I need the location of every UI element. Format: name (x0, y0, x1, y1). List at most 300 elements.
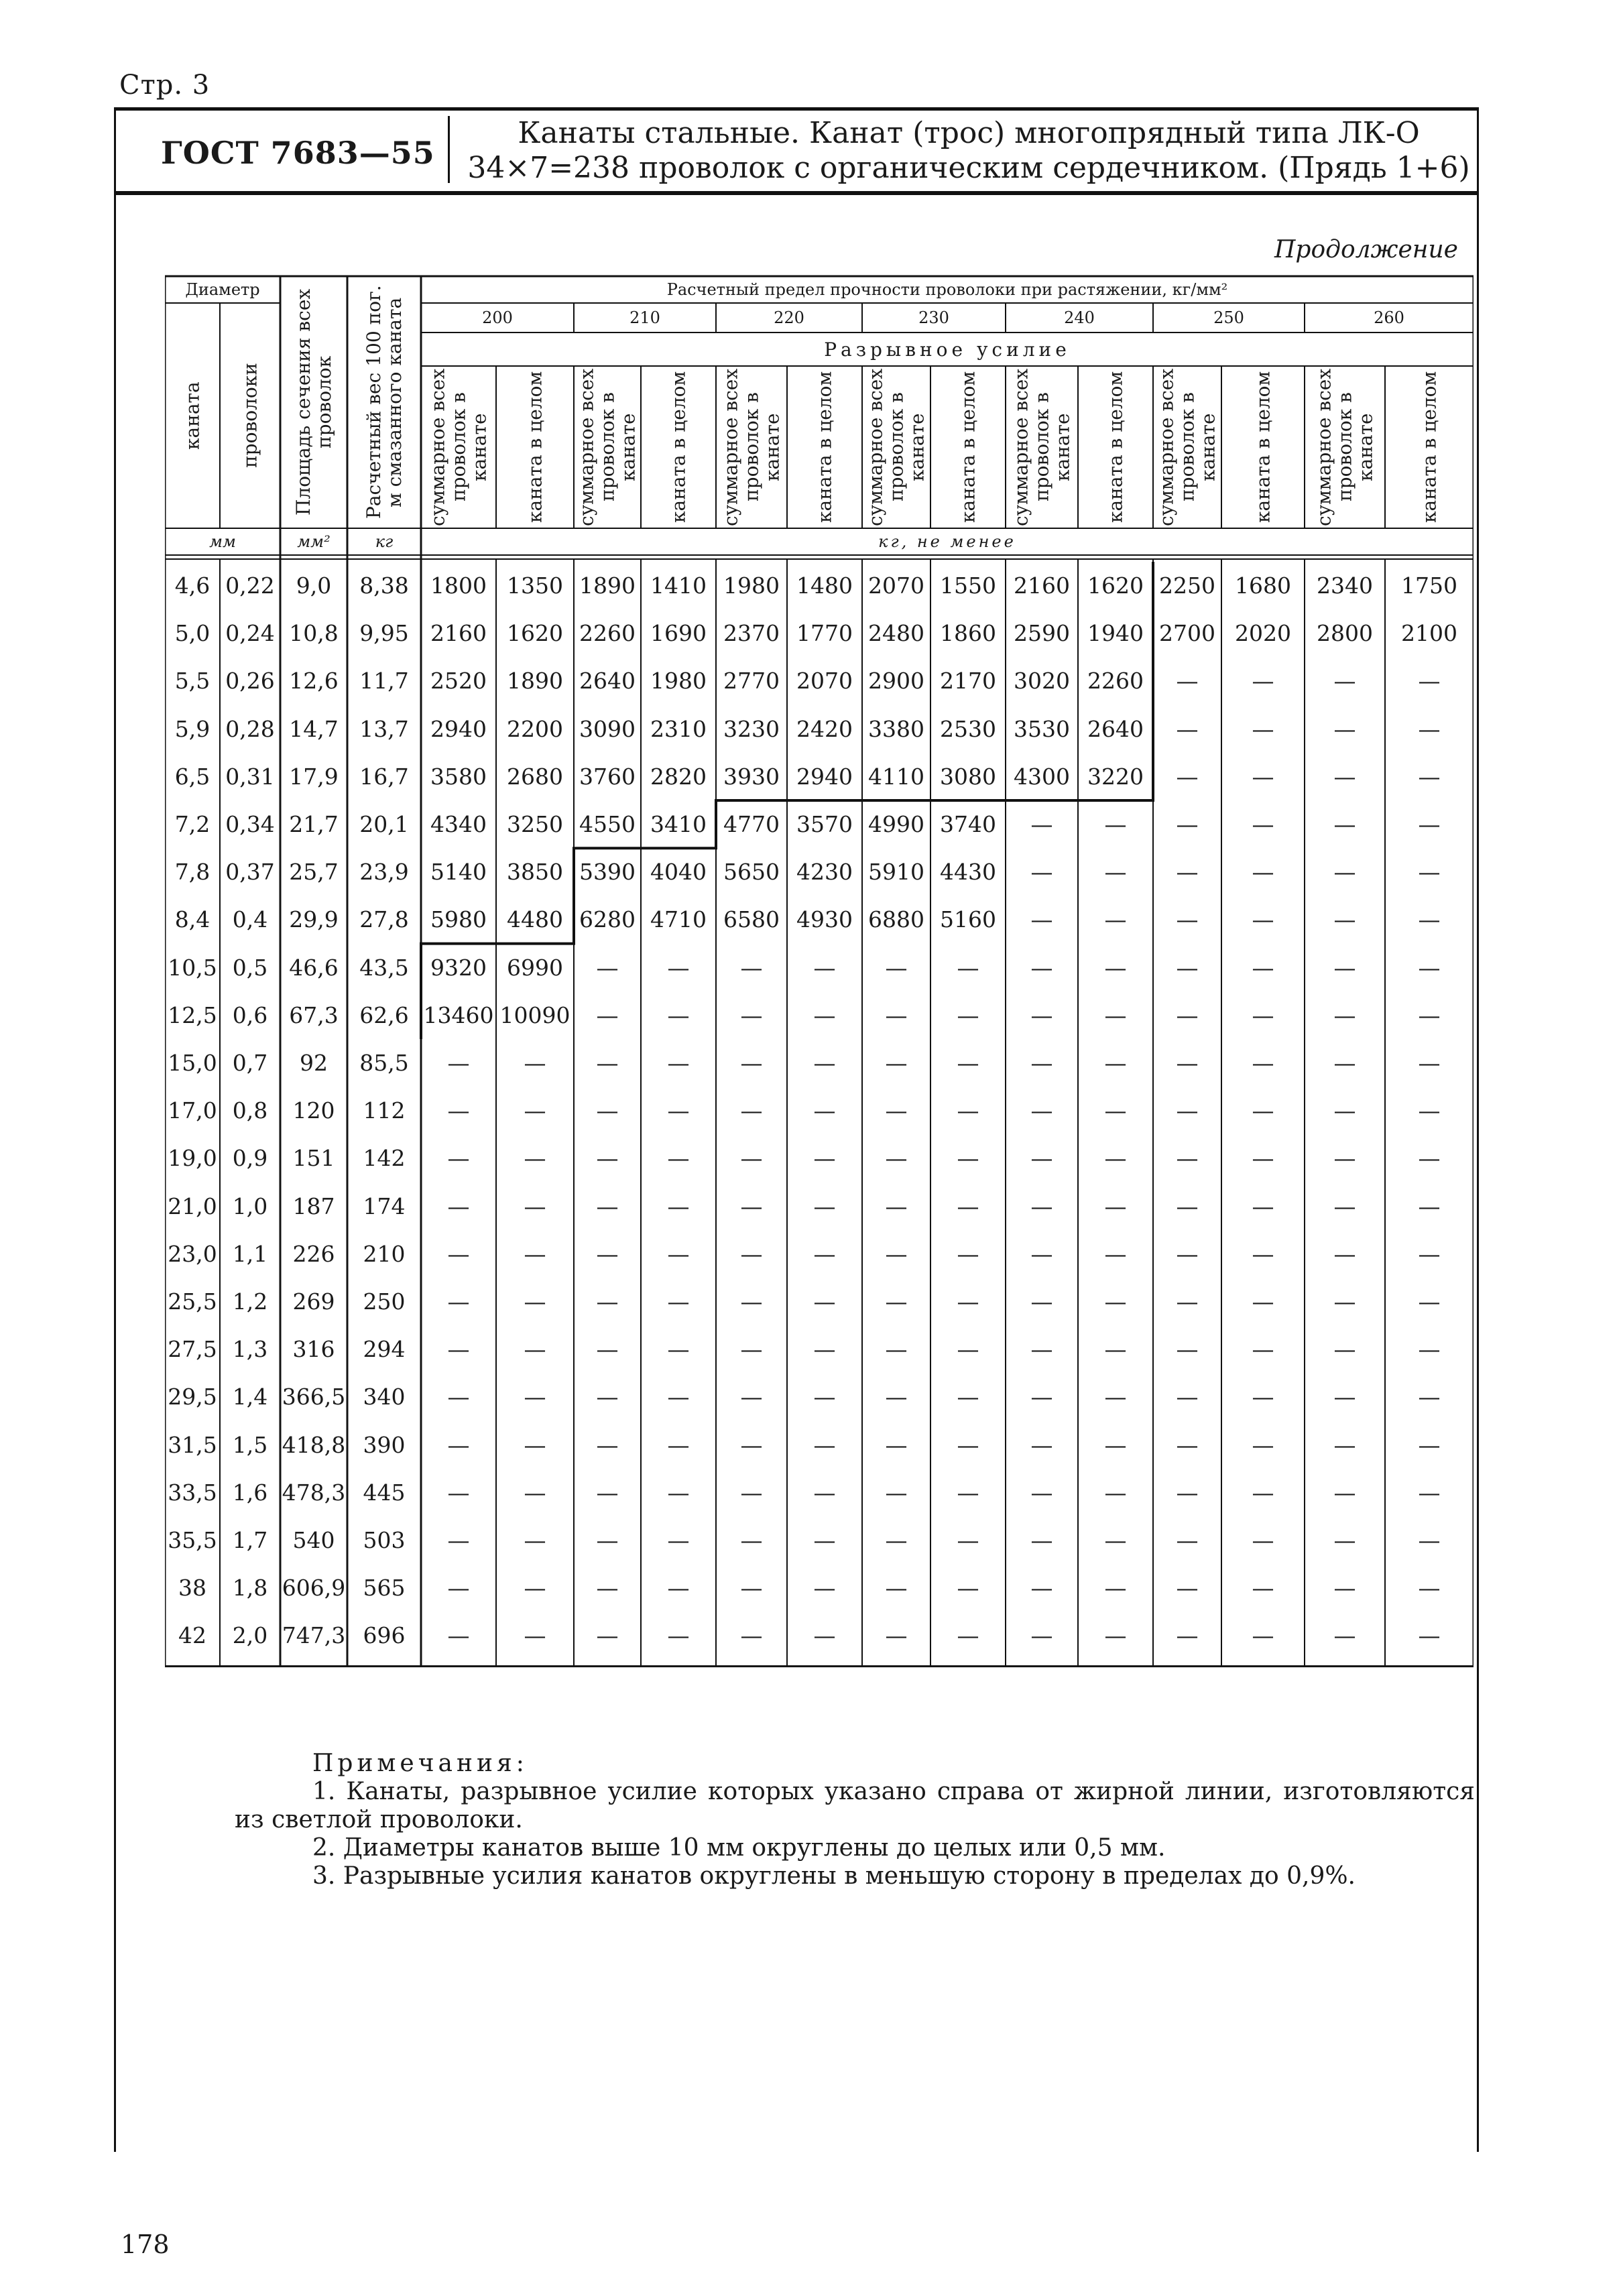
table-cell: — (885, 1622, 908, 1649)
table-cell: — (596, 1288, 619, 1315)
table-cell: — (524, 1145, 546, 1172)
header-weight: Расчетный вес 100 пог. м смазанного каната (363, 285, 406, 520)
title-line-1: Канаты стальные. Канат (трос) многопрядный типа ЛК-О (518, 116, 1420, 150)
table-cell: 187 (292, 1193, 335, 1219)
table-cell: — (1176, 715, 1199, 742)
table-cell: 2590 (1014, 620, 1070, 647)
table-cell: — (1104, 859, 1127, 886)
table-cell: — (447, 1527, 470, 1554)
title-line-2: 34×7=238 проволок с органическим сердечником. (Прядь 1+6) (467, 151, 1470, 185)
header-sum-wires: суммарное всех проволок в канате (575, 368, 640, 526)
table-cell: 747,3 (282, 1622, 346, 1649)
table-cell: — (1333, 1575, 1356, 1602)
table-cell: — (596, 1193, 619, 1219)
table-cell: — (667, 1050, 690, 1077)
table-cell: — (1252, 1240, 1274, 1267)
table-cell: — (1176, 1145, 1199, 1172)
header-sum-wires: суммарное всех проволок в канате (1313, 368, 1377, 526)
table-cell: 4990 (868, 811, 924, 838)
table-cell: — (1418, 1479, 1441, 1506)
table-cell: 0,28 (225, 715, 275, 742)
table-cell: 2940 (796, 763, 853, 790)
table-cell: — (1176, 1479, 1199, 1506)
table-cell: — (1252, 1002, 1274, 1028)
table-cell: — (1418, 1193, 1441, 1219)
table-cell: 5390 (579, 859, 636, 886)
table-cell: — (1252, 906, 1274, 933)
unit-mm2: мм² (297, 532, 330, 551)
table-cell: — (1418, 1050, 1441, 1077)
header-wire-diameter: проволоки (239, 363, 261, 469)
table-cell: — (740, 1431, 763, 1458)
unit-mm: мм (209, 532, 236, 551)
table-cell: — (1176, 954, 1199, 981)
table-cell: — (1104, 1384, 1127, 1410)
table-cell: 3220 (1087, 763, 1144, 790)
table-cell: — (667, 954, 690, 981)
table-cell: 366,5 (282, 1384, 346, 1410)
table-cell: 2070 (796, 668, 853, 694)
table-cell: 6580 (723, 906, 780, 933)
table-cell: — (1104, 1336, 1127, 1363)
table-cell: — (596, 1431, 619, 1458)
table-cell: 4340 (430, 811, 487, 838)
unit-kg-min: кг, не менее (878, 532, 1016, 551)
table-cell: — (1418, 1431, 1441, 1458)
table-cell: — (957, 1575, 979, 1602)
table-cell: 17,9 (289, 763, 339, 790)
table-cell: 2800 (1317, 620, 1373, 647)
table-cell: — (957, 1145, 979, 1172)
table-cell: — (957, 1527, 979, 1554)
table-cell: 1480 (796, 572, 853, 599)
table-cell: 9,0 (296, 572, 332, 599)
table-cell: 4480 (507, 906, 563, 933)
table-cell: 2770 (723, 668, 780, 694)
table-cell: — (447, 1575, 470, 1602)
table-cell: 1,2 (232, 1288, 268, 1315)
table-cell: — (813, 1575, 836, 1602)
table-cell: — (740, 1145, 763, 1172)
table-cell: 5160 (940, 906, 996, 933)
table-cell: — (740, 1240, 763, 1267)
table-cell: — (1030, 1145, 1053, 1172)
table-cell: 4930 (796, 906, 853, 933)
table-cell: — (740, 1622, 763, 1649)
table-cell: — (667, 1384, 690, 1410)
table-cell: 0,37 (225, 859, 275, 886)
table-cell: 3930 (723, 763, 780, 790)
table-cell: 3580 (430, 763, 487, 790)
table-cell: 120 (292, 1097, 335, 1124)
page-label: Стр. 3 (119, 70, 211, 101)
table-cell: 2170 (940, 668, 996, 694)
table-cell: 2160 (1014, 572, 1070, 599)
strength-value: 210 (629, 308, 660, 327)
table-cell: — (1030, 1193, 1053, 1219)
table-cell: — (1333, 1288, 1356, 1315)
table-cell: — (447, 1431, 470, 1458)
table-cell: — (1418, 811, 1441, 838)
table-cell: 1620 (507, 620, 563, 647)
table-cell: 142 (363, 1145, 406, 1172)
strength-value: 220 (774, 308, 804, 327)
table-cell: 2480 (868, 620, 924, 647)
table-cell: — (1333, 859, 1356, 886)
strength-value: 240 (1064, 308, 1095, 327)
table-cell: 4,6 (174, 572, 211, 599)
table-cell: — (596, 1479, 619, 1506)
table-cell: — (667, 1431, 690, 1458)
table-cell: — (1418, 1622, 1441, 1649)
header-rope-whole: каната в целом (1252, 371, 1274, 524)
notes-title: Примечания: (312, 1750, 528, 1777)
table-cell: 3570 (796, 811, 853, 838)
table-cell: — (1418, 859, 1441, 886)
table-cell: — (1030, 1050, 1053, 1077)
table-cell: 0,9 (232, 1145, 268, 1172)
header-breaking-force: Разрывное усилие (824, 338, 1071, 361)
table-cell: — (524, 1336, 546, 1363)
table-cell: — (740, 1575, 763, 1602)
table-cell: 5980 (430, 906, 487, 933)
table-cell: — (1418, 954, 1441, 981)
table-cell: 21,7 (289, 811, 339, 838)
table-cell: — (813, 1002, 836, 1028)
table-cell: — (885, 954, 908, 981)
table-cell: — (1176, 1384, 1199, 1410)
table-cell: 7,8 (174, 859, 211, 886)
table-cell: — (1252, 763, 1274, 790)
table-cell: 62,6 (359, 1002, 409, 1028)
table-cell: — (813, 1193, 836, 1219)
table-cell: 1,0 (232, 1193, 268, 1219)
table-cell: — (667, 1193, 690, 1219)
table-cell: — (596, 1575, 619, 1602)
table-cell: — (524, 1479, 546, 1506)
table-cell: 294 (363, 1336, 406, 1363)
table-cell: — (740, 1002, 763, 1028)
table-cell: 0,31 (225, 763, 275, 790)
table-cell: 2420 (796, 715, 853, 742)
table-cell: 3410 (650, 811, 707, 838)
table-cell: 565 (363, 1575, 406, 1602)
table-cell: 3020 (1014, 668, 1070, 694)
table-cell: — (596, 1050, 619, 1077)
table-cell: — (1030, 1384, 1053, 1410)
table-cell: 3740 (940, 811, 996, 838)
table-cell: 6,5 (174, 763, 211, 790)
table-cell: 38 (178, 1575, 206, 1602)
table-cell: — (1104, 811, 1127, 838)
table-cell: — (1104, 1622, 1127, 1649)
note-2: 2. Диаметры канатов выше 10 мм округлены до целых или 0,5 мм. (312, 1834, 1166, 1862)
table-cell: 1680 (1235, 572, 1291, 599)
table-cell: 3760 (579, 763, 636, 790)
table-cell: 5140 (430, 859, 487, 886)
table-cell: — (1252, 1097, 1274, 1124)
table-cell: — (1176, 906, 1199, 933)
table-cell: 25,5 (168, 1288, 217, 1315)
table-cell: 4300 (1014, 763, 1070, 790)
table-cell: — (957, 1097, 979, 1124)
table-cell: 10090 (499, 1002, 570, 1028)
table-cell: 112 (363, 1097, 406, 1124)
table-cell: 5,5 (174, 668, 211, 694)
table-cell: — (1104, 1479, 1127, 1506)
table-cell: — (447, 1097, 470, 1124)
table-cell: 445 (363, 1479, 406, 1506)
table-cell: — (524, 1050, 546, 1077)
table-cell: 1770 (796, 620, 853, 647)
table-cell: — (596, 1384, 619, 1410)
table-cell: 1,5 (232, 1431, 268, 1458)
table-cell: — (1252, 1575, 1274, 1602)
table-cell: 4710 (650, 906, 707, 933)
table-cell: — (524, 1097, 546, 1124)
table-cell: — (1030, 906, 1053, 933)
table-cell: 1690 (650, 620, 707, 647)
table-cell: 2640 (579, 668, 636, 694)
header-diameter: Диаметр (185, 280, 260, 299)
table-cell: — (813, 1384, 836, 1410)
strength-value: 250 (1213, 308, 1244, 327)
table-cell: — (447, 1288, 470, 1315)
table-cell: 4230 (796, 859, 853, 886)
table-cell: 1940 (1087, 620, 1144, 647)
table-cell: 5910 (868, 859, 924, 886)
table-cell: 29,5 (168, 1384, 217, 1410)
table-cell: 390 (363, 1431, 406, 1458)
table-cell: — (813, 1431, 836, 1458)
table-cell: — (1176, 1002, 1199, 1028)
table-cell: — (1104, 1575, 1127, 1602)
table-cell: 3090 (579, 715, 636, 742)
table-cell: — (1333, 1622, 1356, 1649)
table-cell: — (1333, 1479, 1356, 1506)
table-cell: — (1252, 1336, 1274, 1363)
table-cell: — (1252, 1288, 1274, 1315)
table-cell: 0,34 (225, 811, 275, 838)
table-cell: — (524, 1527, 546, 1554)
table-cell: — (813, 1240, 836, 1267)
unit-kg: кг (375, 532, 394, 551)
table-cell: 4040 (650, 859, 707, 886)
table-cell: — (524, 1575, 546, 1602)
table-cell: — (1176, 1527, 1199, 1554)
table-cell: — (667, 1240, 690, 1267)
header-strength: Расчетный предел прочности проволоки при растяжении, кг/мм² (666, 280, 1228, 299)
table-cell: 1980 (650, 668, 707, 694)
table-cell: 21,0 (168, 1193, 217, 1219)
table-cell: — (667, 1479, 690, 1506)
table-cell: 2310 (650, 715, 707, 742)
table-cell: — (1104, 1288, 1127, 1315)
table-cell: 14,7 (289, 715, 339, 742)
table-cell: — (885, 1145, 908, 1172)
table-cell: — (447, 1193, 470, 1219)
table-cell: — (1104, 1240, 1127, 1267)
table-cell: — (1252, 954, 1274, 981)
table-cell: — (1418, 1145, 1441, 1172)
table-cell: — (447, 1050, 470, 1077)
strength-value: 260 (1374, 308, 1404, 327)
table-cell: — (447, 1384, 470, 1410)
table-cell: — (1176, 811, 1199, 838)
table-cell: — (447, 1479, 470, 1506)
table-cell: 2820 (650, 763, 707, 790)
table-cell: — (667, 1336, 690, 1363)
table-cell: — (1333, 715, 1356, 742)
table-cell: 2900 (868, 668, 924, 694)
table-cell: — (740, 1336, 763, 1363)
table-cell: — (596, 1622, 619, 1649)
table-cell: — (1176, 763, 1199, 790)
table-cell: 6280 (579, 906, 636, 933)
table-cell: — (524, 1240, 546, 1267)
table-cell: — (957, 1431, 979, 1458)
table-cell: 27,5 (168, 1336, 217, 1363)
table-cell: 23,9 (359, 859, 409, 886)
table-cell: 2530 (940, 715, 996, 742)
table-cell: — (740, 1097, 763, 1124)
table-cell: — (1252, 1527, 1274, 1554)
table-cell: — (596, 1527, 619, 1554)
table-cell: 2940 (430, 715, 487, 742)
table-cell: 1410 (650, 572, 707, 599)
table-cell: — (740, 1527, 763, 1554)
table-cell: 4110 (868, 763, 924, 790)
table-cell: — (1418, 1288, 1441, 1315)
header-rope-whole: каната в целом (813, 371, 836, 524)
table-cell: — (667, 1527, 690, 1554)
table-cell: — (740, 1384, 763, 1410)
table-cell: — (667, 1145, 690, 1172)
table-cell: 1,4 (232, 1384, 268, 1410)
header-sum-wires: суммарное всех проволок в канате (426, 368, 491, 526)
table-cell: — (1418, 763, 1441, 790)
table-cell: — (885, 1097, 908, 1124)
table-cell: — (1030, 1431, 1053, 1458)
table-cell: 20,1 (359, 811, 409, 838)
table-cell: — (885, 1384, 908, 1410)
table-cell: — (524, 1384, 546, 1410)
header-divider (448, 116, 450, 183)
table-cell: — (1418, 906, 1441, 933)
table-cell: 2070 (868, 572, 924, 599)
table-cell: 25,7 (289, 859, 339, 886)
table-cell: — (1252, 715, 1274, 742)
table-cell: 2520 (430, 668, 487, 694)
table-cell: 35,5 (168, 1527, 217, 1554)
table-cell: — (813, 1527, 836, 1554)
table-cell: 0,22 (225, 572, 275, 599)
table-cell: — (1104, 1431, 1127, 1458)
table-cell: 1,1 (232, 1240, 268, 1267)
header-area: Площадь сечения всех проволок (292, 288, 335, 516)
header-rope-whole: каната в целом (1418, 371, 1441, 524)
table-cell: 0,26 (225, 668, 275, 694)
table-cell: — (1252, 1193, 1274, 1219)
table-cell: — (1176, 668, 1199, 694)
table-cell: 2340 (1317, 572, 1373, 599)
table-cell: — (667, 1097, 690, 1124)
table-cell: 316 (292, 1336, 335, 1363)
table-cell: — (885, 1240, 908, 1267)
table-cell: — (885, 1575, 908, 1602)
table-cell: 13460 (423, 1002, 494, 1028)
table-cell: — (1104, 906, 1127, 933)
table-cell: — (1252, 668, 1274, 694)
strength-value: 200 (482, 308, 513, 327)
table-cell: — (596, 1145, 619, 1172)
table-cell: 606,9 (282, 1575, 346, 1602)
table-cell: 5,9 (174, 715, 211, 742)
table-cell: — (957, 1050, 979, 1077)
table-cell: 7,2 (174, 811, 211, 838)
table-cell: 503 (363, 1527, 406, 1554)
table-cell: — (1104, 1145, 1127, 1172)
table-cell: — (1333, 1431, 1356, 1458)
table-cell: 33,5 (168, 1479, 217, 1506)
table-cell: 13,7 (359, 715, 409, 742)
table-cell: — (740, 1479, 763, 1506)
table-cell: — (813, 954, 836, 981)
table-cell: — (524, 1288, 546, 1315)
table-cell: — (1176, 1193, 1199, 1219)
table-cell: — (447, 1240, 470, 1267)
table-cell: — (813, 1097, 836, 1124)
table-cell: — (813, 1479, 836, 1506)
table-cell: — (1333, 954, 1356, 981)
table-cell: 11,7 (359, 668, 409, 694)
table-cell: 4770 (723, 811, 780, 838)
table-cell: — (596, 1336, 619, 1363)
table-cell: — (1418, 1336, 1441, 1363)
table-cell: — (1418, 715, 1441, 742)
table-cell: — (1418, 1002, 1441, 1028)
table-cell: — (1104, 1097, 1127, 1124)
table-cell: — (1333, 811, 1356, 838)
table-cell: — (1333, 1384, 1356, 1410)
table-cell: — (885, 1288, 908, 1315)
table-cell: — (885, 1336, 908, 1363)
table-cell: 3250 (507, 811, 563, 838)
table-cell: — (1418, 1575, 1441, 1602)
table-cell: 92 (300, 1050, 328, 1077)
table-cell: 3850 (507, 859, 563, 886)
document-title (463, 116, 1475, 186)
table-cell: — (1030, 1002, 1053, 1028)
table-cell: — (1333, 906, 1356, 933)
table-cell: — (1252, 1431, 1274, 1458)
table-cell: 4550 (579, 811, 636, 838)
table-cell: 6880 (868, 906, 924, 933)
table-cell: — (957, 954, 979, 981)
table-cell: 226 (292, 1240, 335, 1267)
table-cell: 2100 (1401, 620, 1457, 647)
table-cell: — (813, 1288, 836, 1315)
table-cell: — (1333, 1145, 1356, 1172)
table-cell: — (1333, 1002, 1356, 1028)
table-cell: 0,5 (232, 954, 268, 981)
table-cell: — (1104, 1527, 1127, 1554)
table-cell: 478,3 (282, 1479, 346, 1506)
table-cell: 17,0 (168, 1097, 217, 1124)
table-cell: — (1030, 811, 1053, 838)
table-cell: 29,9 (289, 906, 339, 933)
table-cell: 5650 (723, 859, 780, 886)
